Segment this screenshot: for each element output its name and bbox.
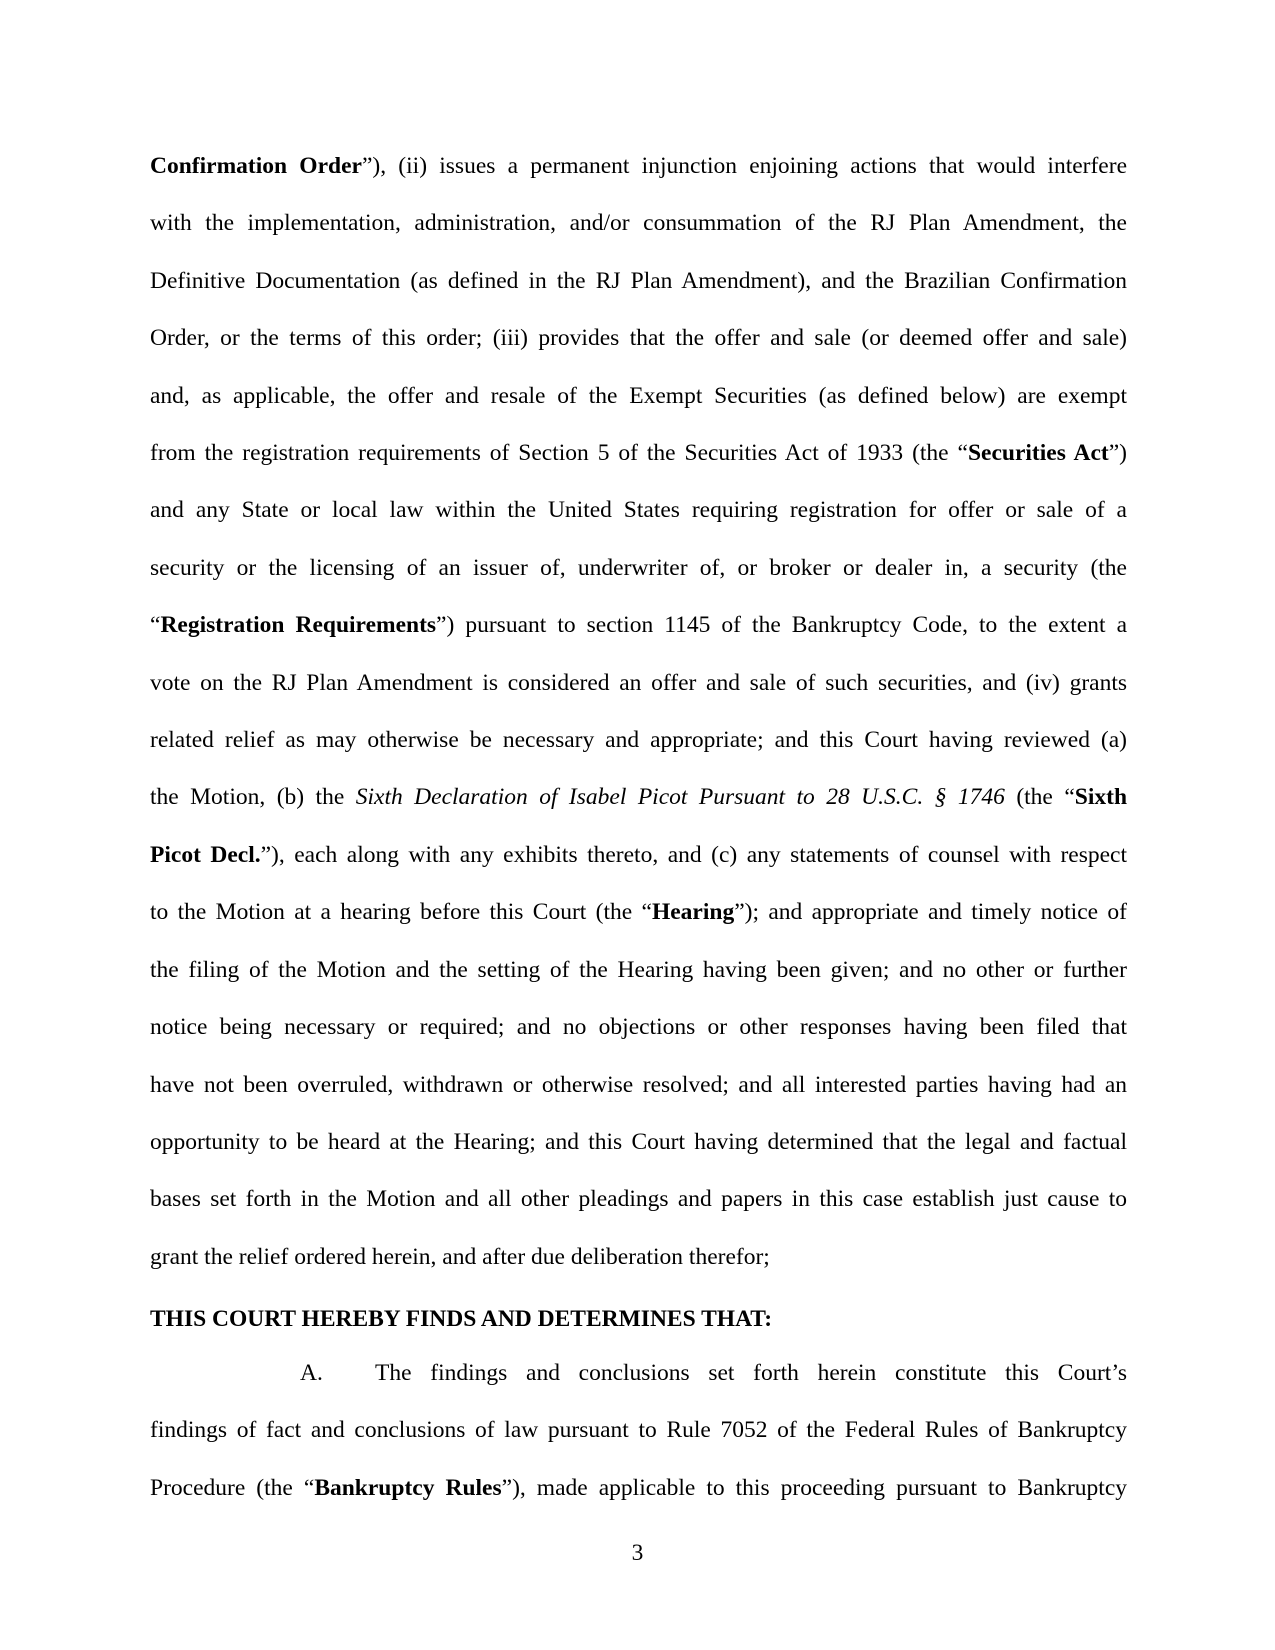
- body-line: [150, 540, 1127, 597]
- text-run: and, as applicable, the offer and resale of the Exempt Securities (as defined below) are exempt: [150, 382, 1127, 409]
- paragraph-a-label: A.: [300, 1360, 323, 1386]
- text-run: to the Motion at a hearing before this Court (the “: [150, 899, 652, 926]
- body-line: [150, 769, 1127, 826]
- text-run: have not been overruled, withdrawn or otherwise resolved; and all interested parties having had an: [150, 1071, 1127, 1098]
- text-run: bases set forth in the Motion and all other pleadings and papers in this case establish just cause to: [150, 1186, 1127, 1213]
- text-run: Bankruptcy Rules: [314, 1474, 502, 1501]
- body-line: [150, 1229, 1127, 1286]
- body-line: [150, 138, 1127, 195]
- body-line: [150, 942, 1127, 999]
- body-line: [150, 368, 1127, 425]
- paragraph-a-line: [150, 1345, 1127, 1402]
- text-run: from the registration requirements of Section 5 of the Securities Act of 1933 (the “: [150, 440, 968, 467]
- text-run: ”), (ii) issues a permanent injunction enjoining actions that would interfere: [361, 153, 1127, 179]
- body-line: [150, 425, 1127, 482]
- text-run: the Motion, (b) the: [150, 784, 356, 811]
- body-line: [150, 999, 1127, 1056]
- text-run: opportunity to be heard at the Hearing; and this Court having determined that the legal and factual: [150, 1128, 1127, 1155]
- text-run: security or the licensing of an issuer of, underwriter of, or broker or dealer in, a security (the: [150, 554, 1127, 581]
- text-run: ”); and appropriate and timely notice of: [734, 899, 1127, 926]
- paragraph-a: [150, 1345, 1127, 1517]
- text-run: vote on the RJ Plan Amendment is considered an offer and sale of such securities, and (iv) grants: [150, 669, 1127, 696]
- text-run: the filing of the Motion and the setting of the Hearing having been given; and no other or further: [150, 956, 1127, 983]
- body-line: [150, 310, 1127, 367]
- body-line: [150, 253, 1127, 310]
- text-run: ”), made applicable to this proceeding pursuant to Bankruptcy: [501, 1474, 1127, 1501]
- body-line: [150, 1171, 1127, 1228]
- text-run: Picot Decl.: [150, 841, 261, 868]
- text-run: ”) pursuant to section 1145 of the Bankruptcy Code, to the extent a: [436, 612, 1127, 639]
- text-run: Hearing: [651, 899, 735, 926]
- text-run: Order, or the terms of this order; (iii) provides that the offer and sale (or deemed offer and sale): [150, 325, 1127, 352]
- text-run: Definitive Documentation (as defined in the RJ Plan Amendment), and the Brazilian Confirmation: [150, 267, 1127, 294]
- body-paragraph: [150, 138, 1127, 1286]
- text-run: ”): [1108, 440, 1127, 467]
- paragraph-a-line: [150, 1402, 1127, 1459]
- page-number: 3: [631, 1540, 644, 1566]
- text-run: Sixth Declaration of Isabel Picot Pursuant to 28 U.S.C. § 1746: [355, 784, 1005, 811]
- text-run: with the implementation, administration, and/or consummation of the RJ Plan Amendment, the: [150, 210, 1127, 237]
- text-run: Confirmation Order: [150, 153, 362, 179]
- text-run: Registration Requirements: [160, 612, 437, 639]
- body-line: [150, 655, 1127, 712]
- text-run: notice being necessary or required; and no objections or other responses having been filed that: [150, 1014, 1127, 1041]
- text-run: The findings and conclusions set forth herein constitute this Court’s: [375, 1360, 1127, 1386]
- body-line: [150, 1057, 1127, 1114]
- body-line: [150, 1114, 1127, 1171]
- text-run: (the “: [1004, 784, 1075, 811]
- text-run: Securities Act: [967, 440, 1109, 467]
- text-run: Procedure (the “: [150, 1474, 315, 1501]
- body-line: [150, 884, 1127, 941]
- text-run: related relief as may otherwise be necessary and appropriate; and this Court having reviewed (a): [150, 727, 1127, 754]
- text-run: and any State or local law within the United States requiring registration for offer or sale of a: [150, 497, 1127, 524]
- text-run: findings of fact and conclusions of law pursuant to Rule 7052 of the Federal Rules of Bankruptcy: [150, 1417, 1127, 1444]
- body-line: [150, 827, 1127, 884]
- paragraph-a-line: [150, 1460, 1127, 1517]
- findings-heading: THIS COURT HEREBY FINDS AND DETERMINES THAT:: [150, 1306, 773, 1332]
- body-line: [150, 597, 1127, 654]
- text-run: ”), each along with any exhibits thereto, and (c) any statements of counsel with respect: [260, 841, 1127, 868]
- text-run: Sixth: [1074, 784, 1128, 811]
- text-run: “: [150, 612, 161, 639]
- text-run: grant the relief ordered herein, and after due deliberation therefor;: [150, 1243, 770, 1270]
- body-line: [150, 712, 1127, 769]
- body-line: [150, 482, 1127, 539]
- body-line: [150, 195, 1127, 252]
